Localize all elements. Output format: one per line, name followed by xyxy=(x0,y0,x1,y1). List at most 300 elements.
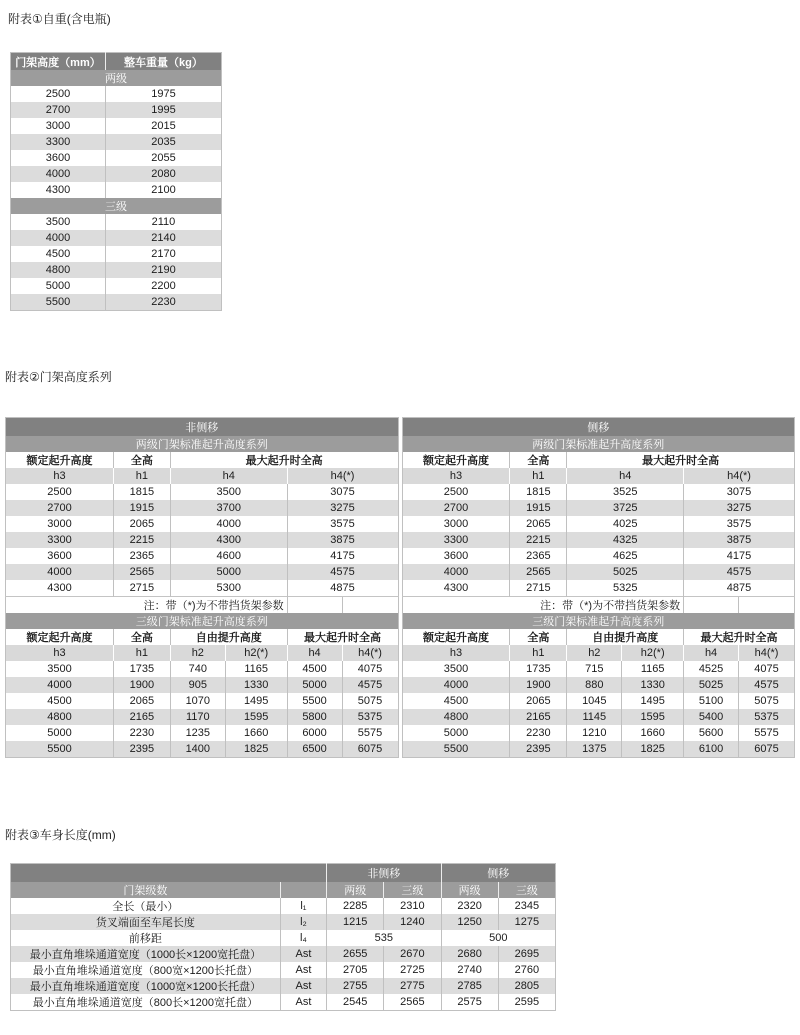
cell-h3: 5000 xyxy=(47,727,72,739)
cell-h1: 1900 xyxy=(510,677,567,693)
cell-h4: 5500 xyxy=(287,693,342,709)
table1-title: 附表①自重(含电瓶) xyxy=(8,12,111,26)
cell-h3: 4800 xyxy=(402,709,510,725)
cell-h4: 6100 xyxy=(684,741,739,758)
cell-value-3: 2595 xyxy=(498,994,555,1011)
cell-h4-star: 3575 xyxy=(684,516,795,532)
empty-cell xyxy=(342,597,398,614)
cell-h2-star: 1165 xyxy=(622,661,684,677)
cell-symbol: Ast xyxy=(280,962,326,978)
table2-half-body xyxy=(6,418,399,758)
cell-h4: 5100 xyxy=(684,693,739,709)
cell-h4-star: 3875 xyxy=(287,532,398,548)
cell-h4: 4325 xyxy=(567,532,684,548)
cell-value-2: 2575 xyxy=(441,994,498,1011)
cell-value-sideshift: 500 xyxy=(441,930,555,946)
section-label: 两级 xyxy=(11,70,222,86)
cell-h1: 2165 xyxy=(113,709,170,725)
table-row xyxy=(402,564,795,580)
table-row xyxy=(6,693,399,709)
column-header-two-stage: 两级 xyxy=(327,882,384,898)
table2-title: 附表②门架高度系列 xyxy=(5,370,112,384)
cell-h3: 5500 xyxy=(6,741,114,758)
symbol-h1: h1 xyxy=(510,645,567,661)
cell-value-nonsideshift: 535 xyxy=(327,930,441,946)
cell-value-1: 2725 xyxy=(384,962,441,978)
cell-h4-star: 3075 xyxy=(287,484,398,500)
cell-h2-star: 1825 xyxy=(622,741,684,758)
cell-mast-height: 5500 xyxy=(11,294,106,311)
cell-h1: 2215 xyxy=(510,532,567,548)
cell-symbol: Ast xyxy=(280,946,326,962)
section-label: 两级门架标准起升高度系列 xyxy=(402,436,795,452)
cell-value-3: 2805 xyxy=(498,978,555,994)
header-overall-height: 全高 xyxy=(510,452,567,468)
cell-h1: 1735 xyxy=(510,661,567,677)
cell-h4-star: 3075 xyxy=(684,484,795,500)
empty-cell xyxy=(11,864,327,883)
empty-cell xyxy=(739,597,795,614)
cell-total-weight: 2140 xyxy=(105,230,221,246)
table-row xyxy=(11,262,222,278)
cell-h1: 2365 xyxy=(113,548,170,564)
table-row xyxy=(6,661,399,677)
cell-h1: 2165 xyxy=(510,709,567,725)
cell-h3: 4800 xyxy=(6,709,114,725)
table-row xyxy=(6,725,399,741)
cell-h4: 6000 xyxy=(287,725,342,741)
symbol-h3: h3 xyxy=(6,468,114,484)
cell-h4: 3725 xyxy=(567,500,684,516)
cell-h4: 5325 xyxy=(567,580,684,597)
cell-h1: 2065 xyxy=(510,516,567,532)
symbol-header-row xyxy=(6,645,399,661)
cell-h4: 4500 xyxy=(287,661,342,677)
header-max-lift-overall-height: 最大起升时全高 xyxy=(170,452,398,468)
cell-value-3: 2760 xyxy=(498,962,555,978)
table1-selfweight xyxy=(10,52,222,311)
cell-h1: 1900 xyxy=(113,677,170,693)
symbol-h1: h1 xyxy=(113,645,170,661)
cell-value-1: 2670 xyxy=(384,946,441,962)
symbol-h3: h3 xyxy=(402,645,510,661)
cell-h4-star: 5375 xyxy=(342,709,398,725)
column-header-three-stage: 三级 xyxy=(384,882,441,898)
cell-h4: 5300 xyxy=(170,580,287,597)
cell-h4-star: 4875 xyxy=(287,580,398,597)
cell-h4-star: 6075 xyxy=(342,741,398,758)
symbol-h4-star: h4(*) xyxy=(287,468,398,484)
cell-total-weight: 2200 xyxy=(105,278,221,294)
symbol-h4-star: h4(*) xyxy=(342,645,398,661)
header-free-lift-height: 自由提升高度 xyxy=(170,629,287,645)
cell-h4: 3500 xyxy=(170,484,287,500)
section-label: 三级 xyxy=(11,198,222,214)
cell-h3: 3300 xyxy=(6,532,114,548)
header-overall-height: 全高 xyxy=(113,629,170,645)
cell-h2-star: 1330 xyxy=(225,677,287,693)
cell-h4: 6500 xyxy=(287,741,342,758)
table-row xyxy=(402,484,795,500)
symbol-h2: h2 xyxy=(567,645,622,661)
cell-value-3: 2345 xyxy=(498,898,555,914)
table-row xyxy=(402,741,795,758)
cell-h1: 1815 xyxy=(510,484,567,500)
cell-value-0: 2545 xyxy=(327,994,384,1011)
table-row xyxy=(402,677,795,693)
column-header-total-weight: 整车重量（kg） xyxy=(105,53,221,71)
note-row xyxy=(6,597,399,614)
symbol-h4: h4 xyxy=(684,645,739,661)
cell-h4-star: 6075 xyxy=(739,741,795,758)
cell-h4: 5025 xyxy=(684,677,739,693)
cell-total-weight: 1995 xyxy=(105,102,221,118)
cell-h4-star: 3875 xyxy=(684,532,795,548)
table-row xyxy=(402,693,795,709)
table3 xyxy=(10,863,556,1011)
cell-dimension-label: 货叉端面至车尾长度 xyxy=(11,914,281,930)
empty-cell xyxy=(684,597,739,614)
column-header-mast-height: 门架高度（mm） xyxy=(11,53,106,71)
symbol-h2-star: h2(*) xyxy=(225,645,287,661)
cell-value-2: 1250 xyxy=(441,914,498,930)
cell-h4-star: 4175 xyxy=(684,548,795,564)
header-rated-lift-height: 额定起升高度 xyxy=(26,455,93,467)
cell-h4: 5025 xyxy=(567,564,684,580)
table-row xyxy=(11,102,222,118)
group-header-sideshift: 侧移 xyxy=(441,864,555,883)
table-row xyxy=(6,564,399,580)
table3-column-header-row xyxy=(11,882,556,898)
cell-dimension-label: 前移距 xyxy=(128,933,162,945)
cell-h2: 1145 xyxy=(567,709,622,725)
cell-h4-star: 3575 xyxy=(287,516,398,532)
cell-h3: 3500 xyxy=(443,663,469,675)
table3-group-header-row xyxy=(11,864,556,883)
symbol-h4: h4 xyxy=(287,645,342,661)
cell-value-0: 2705 xyxy=(327,962,384,978)
cell-h2-star: 1165 xyxy=(225,661,287,677)
table-row xyxy=(11,946,556,962)
cell-value-2: 2320 xyxy=(441,898,498,914)
cell-h3: 2500 xyxy=(47,486,72,498)
cell-h4: 3700 xyxy=(170,500,287,516)
header-overall-height: 全高 xyxy=(113,452,170,468)
empty-cell xyxy=(280,882,326,898)
table-row xyxy=(6,677,399,693)
cell-h3: 4000 xyxy=(6,564,114,580)
cell-h1: 2395 xyxy=(510,741,567,758)
table-row xyxy=(402,661,795,677)
cell-value-3: 1275 xyxy=(498,914,555,930)
cell-h4-star: 4575 xyxy=(739,677,795,693)
cell-h2-star: 1495 xyxy=(225,693,287,709)
column-header-row xyxy=(402,629,795,645)
cell-h4-star: 5075 xyxy=(342,693,398,709)
table-row xyxy=(402,725,795,741)
table-row xyxy=(11,246,222,262)
cell-h4: 4300 xyxy=(170,532,287,548)
table1 xyxy=(10,52,222,311)
cell-total-weight: 2035 xyxy=(105,134,221,150)
header-overall-height: 全高 xyxy=(510,629,567,645)
section-header xyxy=(11,70,222,86)
cell-value-1: 2775 xyxy=(384,978,441,994)
symbol-header-row xyxy=(402,468,795,484)
cell-h4-star: 4075 xyxy=(739,661,795,677)
cell-h4-star: 5075 xyxy=(739,693,795,709)
table-row xyxy=(11,134,222,150)
cell-symbol: l₄ xyxy=(280,930,326,946)
cell-total-weight: 2100 xyxy=(105,182,221,198)
cell-h1: 2230 xyxy=(113,725,170,741)
symbol-h2-star: h2(*) xyxy=(622,645,684,661)
cell-h4: 5800 xyxy=(287,709,342,725)
cell-h1: 2715 xyxy=(113,580,170,597)
header-max-lift-overall-height: 最大起升时全高 xyxy=(567,452,795,468)
symbol-h4-star: h4(*) xyxy=(739,645,795,661)
cell-value-0: 2755 xyxy=(327,978,384,994)
table-row xyxy=(402,548,795,564)
cell-h4: 5000 xyxy=(287,677,342,693)
column-header-row xyxy=(402,452,795,468)
header-free-lift-height: 自由提升高度 xyxy=(567,629,684,645)
cell-symbol: l₂ xyxy=(280,914,326,930)
table-row xyxy=(11,994,556,1011)
table2-half-sideshift xyxy=(402,417,796,758)
cell-h1: 2565 xyxy=(113,564,170,580)
cell-h2-star: 1825 xyxy=(225,741,287,758)
cell-h3: 4500 xyxy=(443,695,469,707)
cell-h2: 1045 xyxy=(567,693,622,709)
table2-half-body xyxy=(402,418,795,758)
cell-h3: 4000 xyxy=(402,677,510,693)
cell-h4: 4525 xyxy=(684,661,739,677)
cell-h1: 2230 xyxy=(510,725,567,741)
cell-h2: 905 xyxy=(170,677,225,693)
cell-h2: 1210 xyxy=(567,725,622,741)
section-header xyxy=(6,613,399,629)
table3-body-length xyxy=(10,863,556,1011)
cell-total-weight: 2190 xyxy=(105,262,221,278)
cell-h2-star: 1660 xyxy=(622,725,684,741)
column-header-three-stage: 三级 xyxy=(498,882,555,898)
cell-mast-height: 3600 xyxy=(45,152,71,164)
table-row xyxy=(11,118,222,134)
section-header xyxy=(11,198,222,214)
cell-value-2: 2680 xyxy=(441,946,498,962)
group-header xyxy=(6,418,399,437)
cell-h2-star: 1330 xyxy=(622,677,684,693)
cell-h3: 5000 xyxy=(443,727,469,739)
cell-symbol: Ast xyxy=(280,978,326,994)
cell-h2: 1235 xyxy=(170,725,225,741)
note-text: 注：带（*)为不带挡货架参数 xyxy=(6,597,288,614)
cell-h3: 4300 xyxy=(47,582,72,594)
cell-dimension-label: 全长（最小） xyxy=(112,901,179,913)
cell-h4-star: 4175 xyxy=(287,548,398,564)
cell-value-1: 2565 xyxy=(384,994,441,1011)
cell-h2: 1070 xyxy=(170,693,225,709)
cell-h1: 1735 xyxy=(113,661,170,677)
table-row xyxy=(11,86,222,102)
cell-h3: 5500 xyxy=(402,741,510,758)
table-row xyxy=(11,230,222,246)
table-row xyxy=(11,278,222,294)
table-row xyxy=(6,516,399,532)
section-label: 三级门架标准起升高度系列 xyxy=(402,613,795,629)
cell-h2: 740 xyxy=(170,661,225,677)
cell-value-2: 2740 xyxy=(441,962,498,978)
cell-h4: 4025 xyxy=(567,516,684,532)
cell-h1: 1915 xyxy=(510,500,567,516)
cell-h4-star: 4575 xyxy=(684,564,795,580)
cell-h4-star: 4575 xyxy=(342,677,398,693)
note-text: 注：带（*)为不带挡货架参数 xyxy=(402,597,684,614)
cell-h1: 2395 xyxy=(113,741,170,758)
table-row xyxy=(402,580,795,597)
symbol-header-row xyxy=(6,468,399,484)
cell-total-weight: 2110 xyxy=(105,214,221,230)
symbol-h1: h1 xyxy=(510,468,567,484)
cell-total-weight: 2170 xyxy=(105,246,221,262)
cell-symbol: l₁ xyxy=(280,898,326,914)
cell-mast-height: 5000 xyxy=(45,280,71,292)
cell-dimension-label: 最小直角堆垛通道宽度（800长×1200宽托盘） xyxy=(32,997,259,1009)
cell-h1: 2065 xyxy=(113,693,170,709)
group-header-nonsideshift: 非侧移 xyxy=(327,864,441,883)
cell-value-3: 2695 xyxy=(498,946,555,962)
cell-h4: 5400 xyxy=(684,709,739,725)
column-header-row xyxy=(6,452,399,468)
table3-body xyxy=(11,898,556,1011)
table-row xyxy=(402,500,795,516)
cell-h2-star: 1595 xyxy=(225,709,287,725)
table-row xyxy=(11,150,222,166)
cell-h4-star: 4875 xyxy=(684,580,795,597)
empty-cell xyxy=(287,597,342,614)
cell-h4-star: 4575 xyxy=(287,564,398,580)
table-row xyxy=(11,978,556,994)
table3-title: 附表③车身长度(mm) xyxy=(5,828,116,842)
column-header-two-stage: 两级 xyxy=(441,882,498,898)
table-row xyxy=(11,214,222,230)
symbol-h2: h2 xyxy=(170,645,225,661)
cell-h2-star: 1495 xyxy=(622,693,684,709)
cell-h4-star: 3275 xyxy=(287,500,398,516)
table-row xyxy=(402,532,795,548)
cell-h4: 4625 xyxy=(567,548,684,564)
symbol-h1: h1 xyxy=(113,468,170,484)
table-row xyxy=(402,709,795,725)
cell-h1: 2715 xyxy=(510,580,567,597)
cell-value-2: 2785 xyxy=(441,978,498,994)
symbol-header-row xyxy=(402,645,795,661)
cell-mast-height: 4000 xyxy=(11,166,106,182)
cell-h4: 4600 xyxy=(170,548,287,564)
table-row xyxy=(11,182,222,198)
cell-value-0: 2285 xyxy=(327,898,384,914)
cell-total-weight: 1975 xyxy=(105,86,221,102)
table-row xyxy=(11,914,556,930)
cell-h1: 2065 xyxy=(113,516,170,532)
cell-total-weight: 2055 xyxy=(105,150,221,166)
cell-h2: 1400 xyxy=(170,741,225,758)
symbol-h4-star: h4(*) xyxy=(684,468,795,484)
cell-value-1: 1240 xyxy=(384,914,441,930)
cell-h4-star: 5575 xyxy=(342,725,398,741)
table1-body xyxy=(11,70,222,311)
column-header-row xyxy=(6,629,399,645)
cell-h3: 3000 xyxy=(47,518,72,530)
cell-h2: 715 xyxy=(567,661,622,677)
section-label: 两级门架标准起升高度系列 xyxy=(6,436,399,452)
section-label: 三级门架标准起升高度系列 xyxy=(6,613,399,629)
cell-mast-height: 4000 xyxy=(11,230,106,246)
cell-h3: 3300 xyxy=(402,532,510,548)
cell-h1: 2215 xyxy=(113,532,170,548)
table-row xyxy=(11,930,556,946)
table-row xyxy=(6,741,399,758)
cell-total-weight: 2230 xyxy=(105,294,221,311)
section-header xyxy=(6,436,399,452)
cell-h3: 4300 xyxy=(443,582,469,594)
cell-value-0: 2655 xyxy=(327,946,384,962)
table-row xyxy=(402,516,795,532)
header-rated-lift-height: 额定起升高度 xyxy=(422,455,489,467)
table-row xyxy=(6,548,399,564)
cell-mast-height: 3500 xyxy=(45,216,71,228)
header-max-lift-overall-height: 最大起升时全高 xyxy=(287,629,398,645)
table-row xyxy=(11,898,556,914)
cell-h4: 5000 xyxy=(170,564,287,580)
section-header xyxy=(402,436,795,452)
cell-h1: 2565 xyxy=(510,564,567,580)
table1-header-row xyxy=(11,53,222,71)
group-label: 侧移 xyxy=(402,418,795,437)
cell-h1: 2065 xyxy=(510,693,567,709)
header-rated-lift-height: 额定起升高度 xyxy=(422,632,489,644)
note-row xyxy=(402,597,795,614)
header-max-lift-overall-height: 最大起升时全高 xyxy=(684,629,795,645)
cell-h3: 3600 xyxy=(443,550,469,562)
cell-h1: 1915 xyxy=(113,500,170,516)
symbol-h4: h4 xyxy=(567,468,684,484)
cell-h1: 2365 xyxy=(510,548,567,564)
table-row xyxy=(6,709,399,725)
table-row xyxy=(6,580,399,597)
cell-mast-height: 2500 xyxy=(45,88,71,100)
cell-h3: 2500 xyxy=(443,486,469,498)
cell-mast-height: 2700 xyxy=(11,102,106,118)
header-rated-lift-height: 额定起升高度 xyxy=(26,632,93,644)
cell-mast-height: 3000 xyxy=(45,120,71,132)
cell-h3: 4000 xyxy=(402,564,510,580)
cell-h2-star: 1595 xyxy=(622,709,684,725)
cell-mast-height: 3300 xyxy=(11,134,106,150)
cell-h2-star: 1660 xyxy=(225,725,287,741)
table-row xyxy=(11,962,556,978)
cell-h4: 4000 xyxy=(170,516,287,532)
cell-mast-height: 4300 xyxy=(45,184,71,196)
group-header xyxy=(402,418,795,437)
table-row xyxy=(6,484,399,500)
table-row xyxy=(11,294,222,311)
cell-value-1: 2310 xyxy=(384,898,441,914)
cell-h4: 5600 xyxy=(684,725,739,741)
table2-mast-height-series xyxy=(5,417,795,758)
cell-h3: 3000 xyxy=(443,518,469,530)
